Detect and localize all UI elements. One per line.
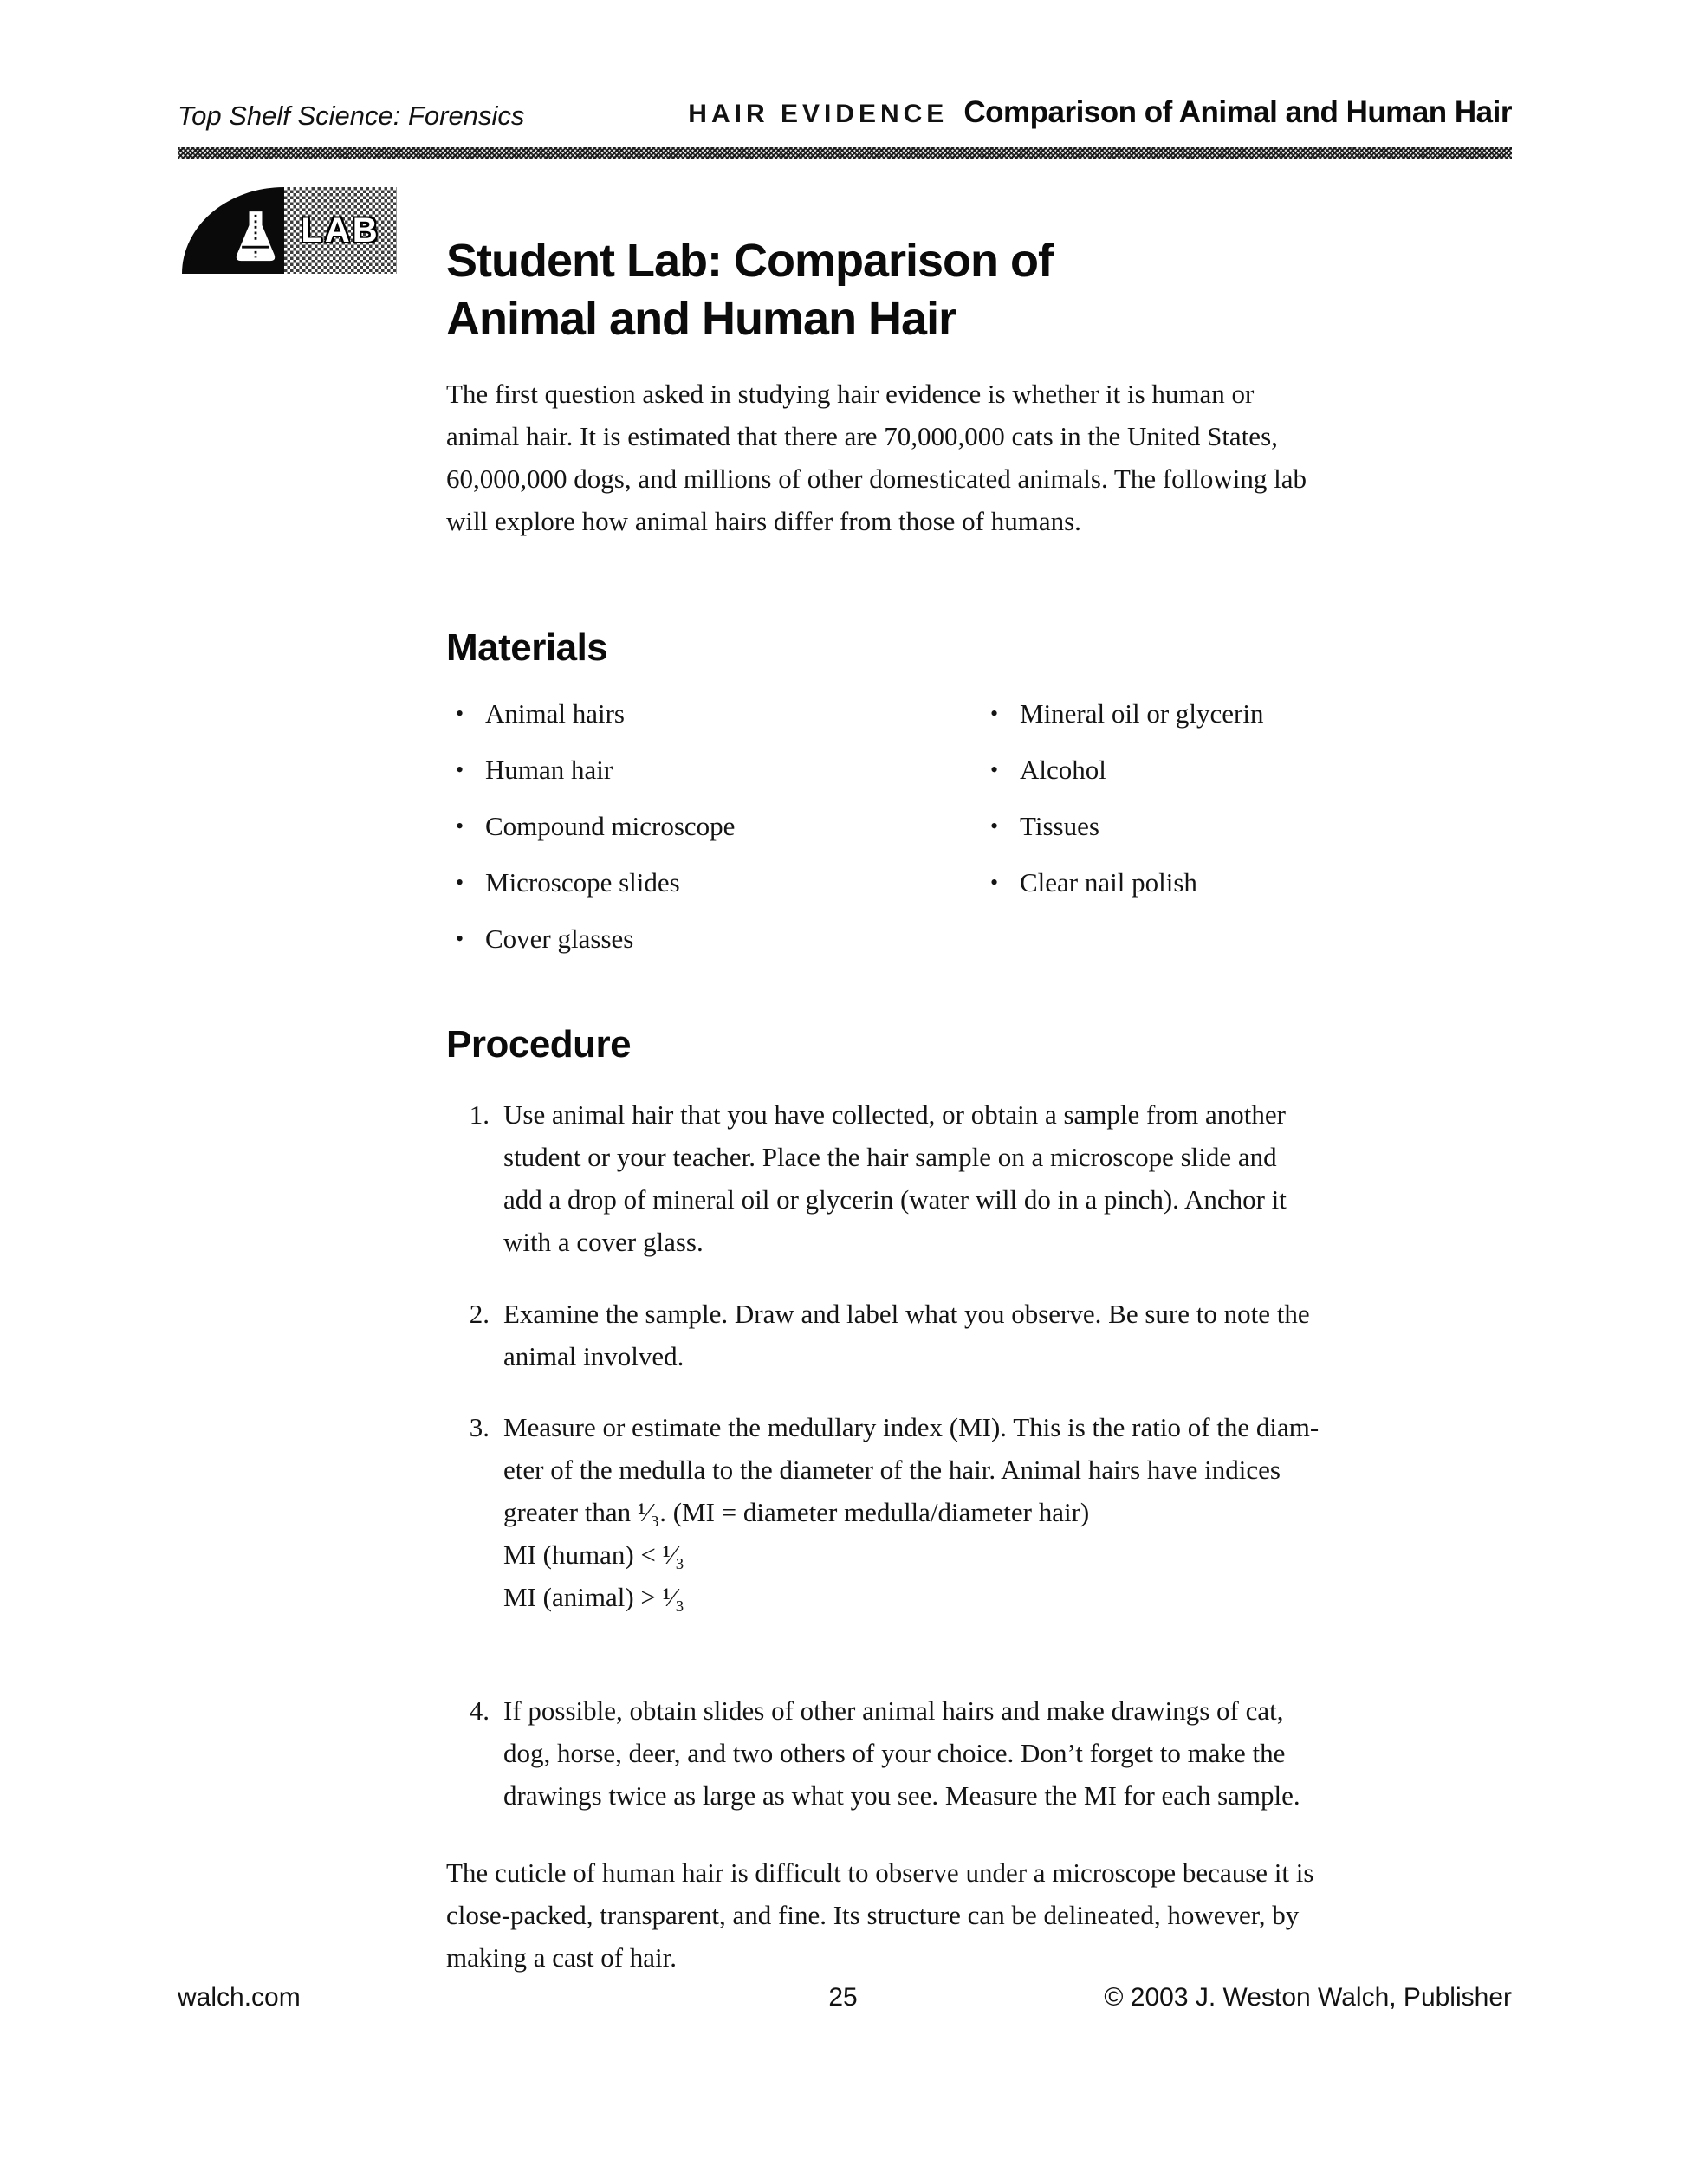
text-line: greater than ¹⁄₃. (MI = diameter medulla/diameter hair) [503, 1497, 1090, 1527]
text-line: Measure or estimate the medullary index (MI). This is the ratio of the diam- [503, 1412, 1320, 1442]
text-line: dog, horse, deer, and two others of your choice. Don’t forget to make the [503, 1738, 1286, 1768]
materials-column-1 [446, 693, 981, 975]
page-title-line2: Animal and Human Hair [446, 293, 956, 346]
page-title-line1: Student Lab: Comparison of [446, 235, 1053, 288]
text-line: Examine the sample. Draw and label what you observe. Be sure to note the [503, 1299, 1310, 1329]
step-text [503, 1293, 1310, 1377]
closing-paragraph [446, 1851, 1527, 1979]
procedure-step-4 [446, 1689, 1527, 1817]
lab-badge-checker-panel [284, 187, 397, 274]
text-line: student or your teacher. Place the hair sample on a microscope slide and [503, 1142, 1277, 1172]
step-number: 1. [469, 1099, 490, 1130]
chapter-title: Comparison of Animal and Human Hair [963, 95, 1512, 129]
page-title [446, 232, 1053, 348]
text-line: The cuticle of human hair is difficult to observe under a microscope because it is [446, 1857, 1314, 1888]
section-label: HAIR EVIDENCE [688, 100, 949, 128]
text-line: making a cast of hair. [446, 1942, 677, 1973]
step-number: 2. [469, 1299, 490, 1329]
step-number: 4. [469, 1695, 490, 1726]
text-line: drawings twice as large as what you see. Measure the MI for each sample. [503, 1780, 1300, 1811]
footer-copyright: © 2003 J. Weston Walch, Publisher [1104, 1983, 1512, 2012]
text-line: animal involved. [503, 1341, 684, 1371]
header-rule [178, 147, 1512, 159]
text-line: • Human hair [485, 749, 981, 791]
materials-column-2 [981, 693, 1264, 975]
step-text [503, 1689, 1300, 1817]
step-number: 3. [469, 1412, 490, 1442]
text-line: • Compound microscope [485, 806, 981, 847]
text-line: If possible, obtain slides of other animal hairs and make drawings of cat, [503, 1695, 1284, 1726]
text-line: Use animal hair that you have collected, or obtain a sample from another [503, 1099, 1286, 1130]
text-line: • Alcohol [1020, 749, 1264, 791]
text-line: close-packed, transparent, and fine. Its structure can be delineated, however, by [446, 1900, 1300, 1930]
main-content [446, 373, 1527, 1979]
step-text [503, 1406, 1319, 1618]
intro-paragraph [446, 373, 1527, 542]
procedure-step-3 [446, 1406, 1527, 1618]
procedure-step-1 [446, 1093, 1527, 1263]
footer-page-number: 25 [828, 1983, 858, 2012]
text-line: • Tissues [1020, 806, 1264, 847]
text-line: add a drop of mineral oil or glycerin (water will do in a pinch). Anchor it [503, 1184, 1287, 1215]
text-line: The first question asked in studying hair evidence is whether it is human or [446, 379, 1255, 409]
materials-heading: Materials [446, 626, 608, 669]
running-head [688, 95, 1512, 130]
text-line: animal hair. It is estimated that there are 70,000,000 cats in the United States, [446, 421, 1278, 451]
text-line: eter of the medulla to the diameter of the hair. Animal hairs have indices [503, 1455, 1281, 1485]
text-line: • Microscope slides [485, 862, 981, 904]
text-line: MI (human) < ¹⁄₃ [503, 1539, 684, 1570]
text-line: • Animal hairs [485, 693, 981, 735]
step-text [503, 1093, 1287, 1263]
text-line: 60,000,000 dogs, and millions of other domesticated animals. The following lab [446, 463, 1307, 494]
text-line: • Cover glasses [485, 918, 981, 960]
text-line: • Clear nail polish [1020, 862, 1264, 904]
lab-badge-label: LAB [301, 211, 380, 250]
footer-site: walch.com [178, 1983, 301, 2012]
text-line: with a cover glass. [503, 1227, 704, 1257]
text-line: MI (animal) > ¹⁄₃ [503, 1582, 684, 1612]
text-line: • Mineral oil or glycerin [1020, 693, 1264, 735]
lab-badge-quarter-circle [182, 187, 284, 274]
text-line: will explore how animal hairs differ from those of humans. [446, 506, 1081, 536]
procedure-step-2 [446, 1293, 1527, 1377]
procedure-heading: Procedure [446, 1023, 632, 1066]
lab-badge [182, 187, 397, 274]
materials-list [446, 693, 1527, 975]
book-title: Top Shelf Science: Forensics [178, 100, 525, 131]
